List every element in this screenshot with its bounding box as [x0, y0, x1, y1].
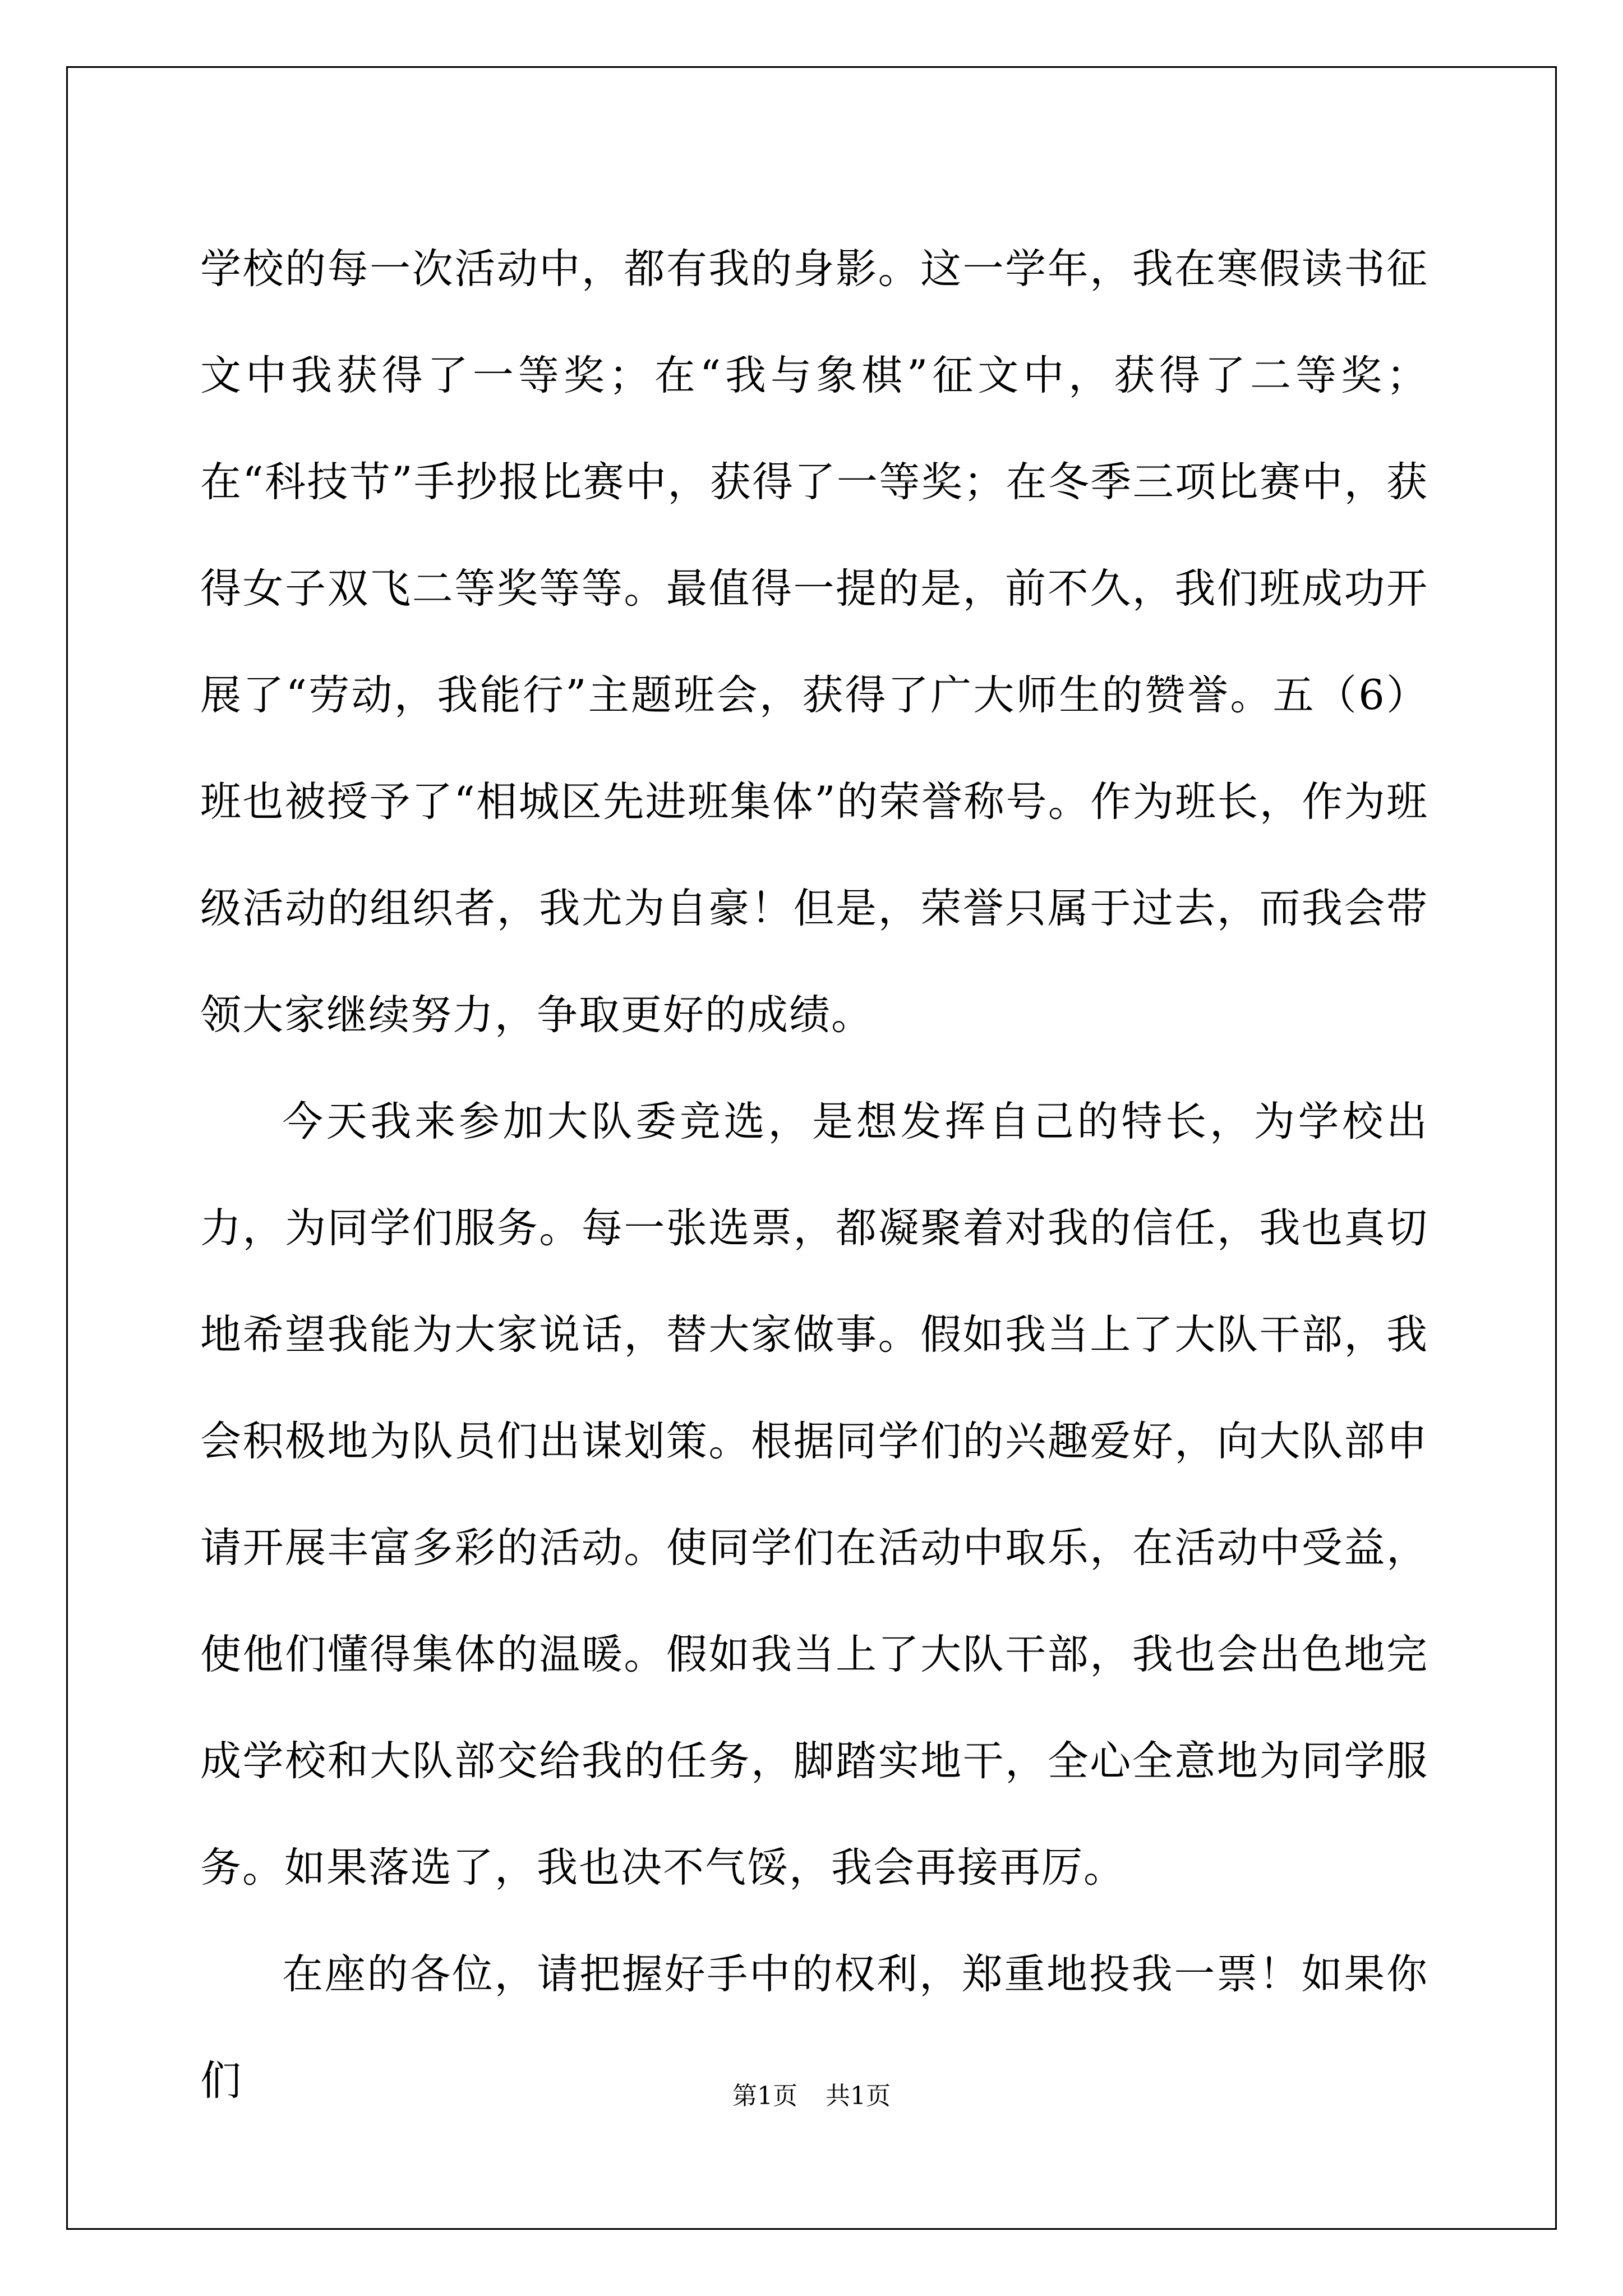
document-body	[200, 216, 1428, 2134]
paragraph-3: 在座的各位，请把握好手中的权利，郑重地投我一票！如果你们	[200, 1950, 1428, 2105]
page-number: 第1页	[732, 2082, 797, 2110]
page-footer	[0, 2076, 1623, 2111]
paragraph-2: 今天我来参加大队委竞选，是想发挥自己的特长，为学校出力，为同学们服务。每一张选票，都凝聚着对我的信任，我也真切地希望我能为大家说话，替大家做事。假如我当上了大队干部，我会积极地为队员们出谋划策。根据同学们的兴趣爱好，向大队部申请开展丰富多彩的活动。使同学们在活动中取乐，在活动中受益，使他们懂得集体的温暖。假如我当上了大队干部，我也会出色地完成学校和大队部交给我的任务，脚踏实地干，全心全意地为同学服务。如果落选了，我也决不气馁，我会再接再厉。	[200, 1098, 1428, 1892]
paragraph-1: 学校的每一次活动中，都有我的身影。这一学年，我在寒假读书征文中我获得了一等奖；在“我与象棋”征文中，获得了二等奖；在“科技节”手抄报比赛中，获得了一等奖；在冬季三项比赛中，获得女子双飞二等奖等等。最值得一提的是，前不久，我们班成功开展了“劳动，我能行”主题班会，获得了广大师生的赞誉。五（6）班也被授予了“相城区先进班集体”的荣誉称号。作为班长，作为班级活动的组织者，我尤为自豪！但是，荣誉只属于过去，而我会带领大家继续努力，争取更好的成绩。	[200, 245, 1428, 1039]
page-total: 共1页	[826, 2082, 891, 2110]
